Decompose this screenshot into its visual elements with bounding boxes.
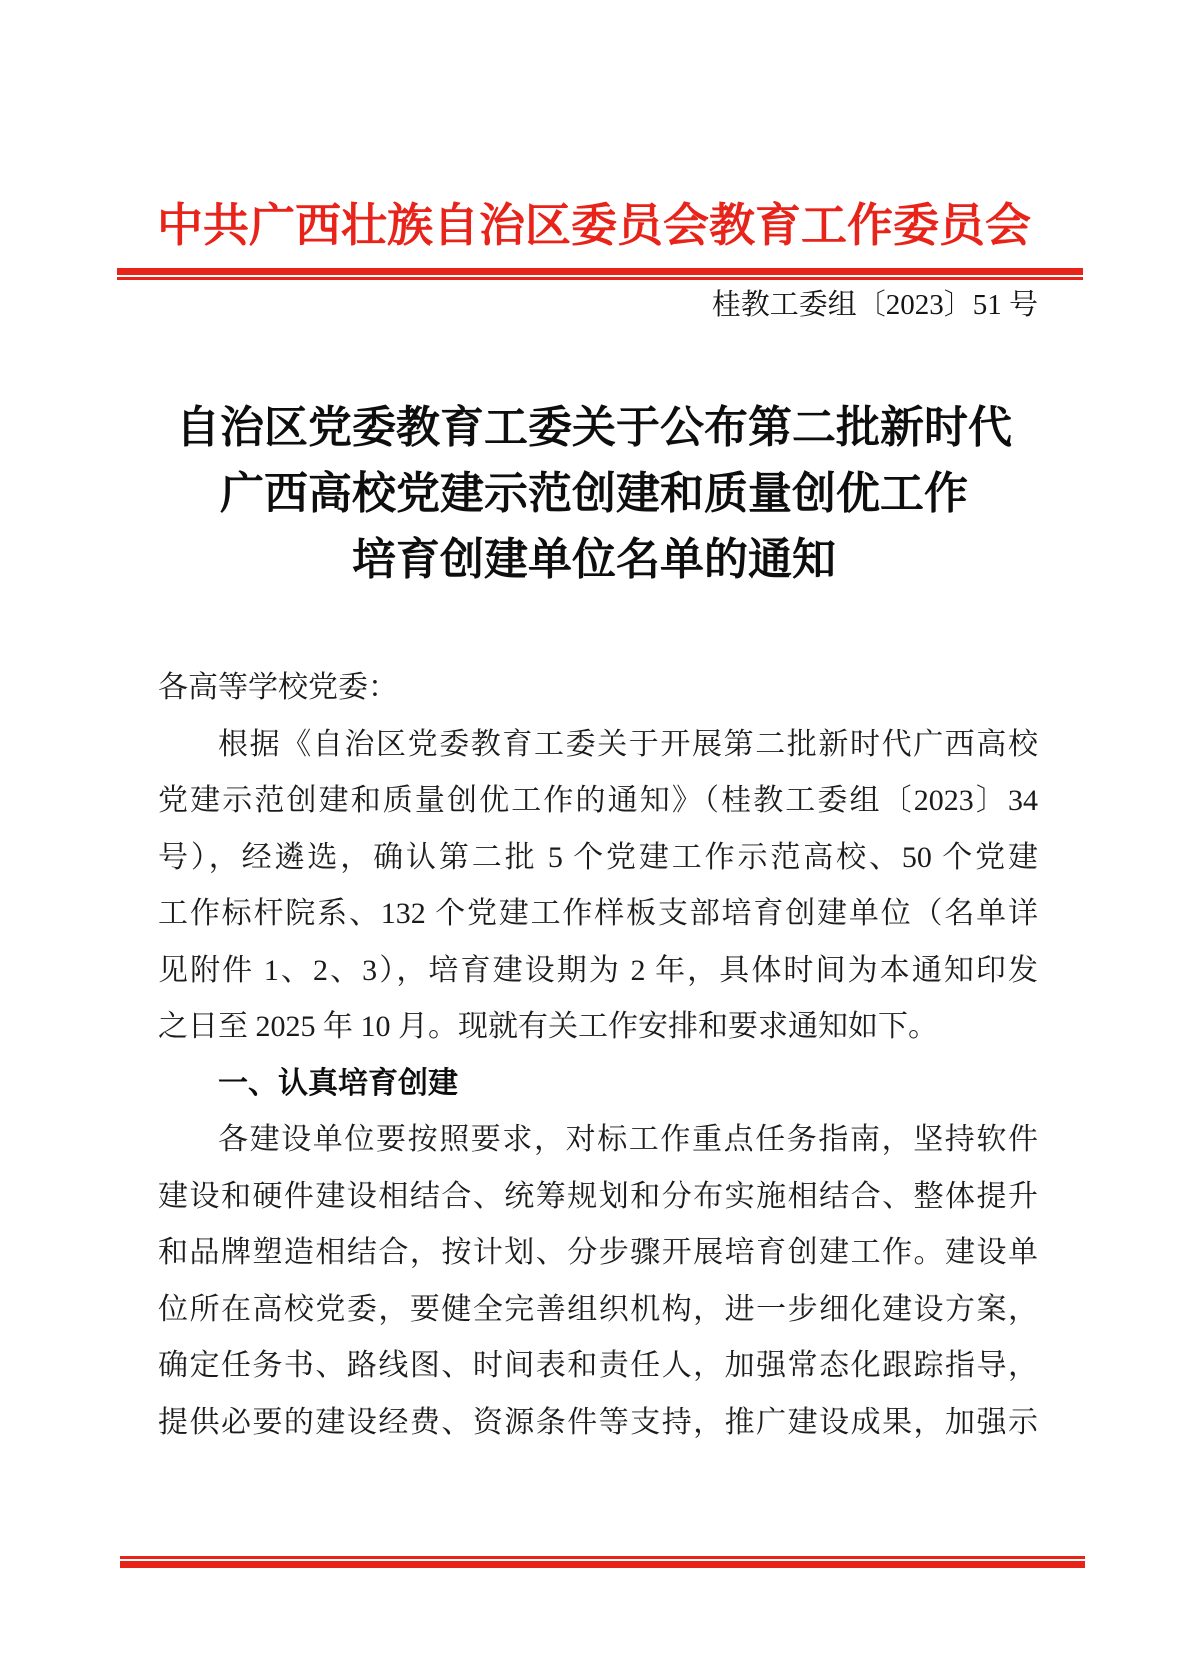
paragraph2-line-3: 和品牌塑造相结合，按计划、分步骤开展培育创建工作。建设单 <box>158 1236 1038 1269</box>
document-title-line-3: 培育创建单位名单的通知 <box>352 535 836 584</box>
paragraph1-line-2: 党建示范创建和质量创优工作的通知》（桂教工委组〔2023〕34 <box>158 784 1038 817</box>
document-title-line-1: 自治区党委教育工委关于公布第二批新时代 <box>176 403 1012 452</box>
separator-thin-bar <box>117 277 1083 280</box>
paragraph1-line-6: 之日至 2025 年 10 月。现就有关工作安排和要求通知如下。 <box>158 1010 938 1043</box>
paragraph2-line-1: 各建设单位要按照要求，对标工作重点任务指南，坚持软件 <box>218 1123 1038 1156</box>
letterhead-org-title: 中共广西壮族自治区委员会教育工作委员会 <box>157 200 1031 251</box>
salutation: 各高等学校党委： <box>158 671 398 704</box>
paragraph2-line-6: 提供必要的建设经费、资源条件等支持，推广建设成果，加强示 <box>158 1405 1038 1439</box>
paragraph1-line-4: 工作标杆院系、132 个党建工作样板支部培育创建单位（名单详 <box>158 897 1038 930</box>
paragraph2-line-4: 位所在高校党委，要健全完善组织机构，进一步细化建设方案， <box>158 1292 1038 1326</box>
paragraph1-line-1: 根据《自治区党委教育工委关于开展第二批新时代广西高校 <box>218 727 1038 761</box>
footer-separator-thick-bar <box>120 1561 1085 1568</box>
document-body <box>158 660 1038 1451</box>
paragraph2-line-5: 确定任务书、路线图、时间表和责任人，加强常态化跟踪指导， <box>158 1349 1038 1382</box>
paragraph1-line-3: 号），经遴选，确认第二批 5 个党建工作示范高校、50 个党建 <box>158 840 1038 874</box>
paragraph1-line-5: 见附件 1、2、3），培育建设期为 2 年，具体时间为本通知印发 <box>158 953 1038 987</box>
footer-separator-line <box>120 1556 1085 1568</box>
document-title-line-2: 广西高校党建示范创建和质量创优工作 <box>220 469 968 518</box>
separator-thick-bar <box>117 268 1083 275</box>
section-1-heading: 一、认真培育创建 <box>218 1066 458 1100</box>
paragraph2-line-2: 建设和硬件建设相结合、统筹规划和分布实施相结合、整体提升 <box>158 1179 1038 1213</box>
letterhead-separator-line <box>117 268 1083 280</box>
document-number: 桂教工委组〔2023〕51 号 <box>711 289 1038 321</box>
document-title <box>0 395 1188 593</box>
